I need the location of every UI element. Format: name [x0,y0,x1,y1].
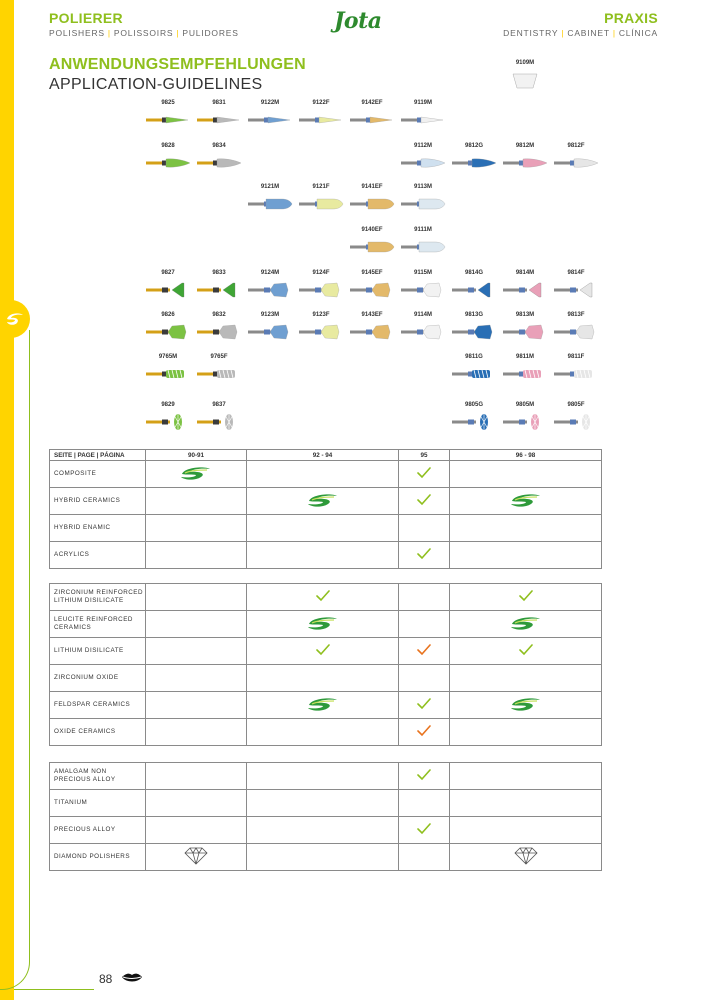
product-code: 9141EF [361,184,383,190]
polisher-cup-icon [503,72,549,90]
table-cell [450,461,602,488]
product-9115M [398,270,448,310]
product-9124M [245,270,295,310]
swoosh-logo-icon [306,696,340,712]
table-cell [399,488,450,515]
product-code: 9827 [161,270,175,276]
product-9119M [398,100,448,140]
section-title: POLIERER [49,10,123,26]
polisher-flame-icon [503,155,549,171]
polisher-cup-icon [401,324,447,340]
polisher-point-icon [146,112,192,128]
product-9121F [296,184,346,224]
product-code: 9814G [464,270,483,276]
table-cell [450,790,602,817]
table-cell [450,719,602,746]
heading-de: ANWENDUNGSEMPFEHLUNGEN [49,56,306,73]
product-9837 [194,402,244,442]
table-cell [399,790,450,817]
table-cell [247,719,399,746]
swoosh-logo-icon [306,492,340,508]
swoosh-logo-icon [509,615,543,631]
table-row [50,790,602,817]
product-9811M [500,354,550,394]
category-subtitle: DENTISTRY | CABINET | CLÍNICA [503,28,658,38]
product-code: 9109M [515,60,535,66]
polisher-flame-icon [146,155,192,171]
col-header-3: 95 [399,450,450,461]
polisher-spiral-icon [503,366,549,382]
table-row [50,638,602,665]
table-cell [146,611,247,638]
polisher-disc-icon [146,282,192,298]
product-9813M [500,312,550,352]
table-cell [247,542,399,569]
polisher-cup-icon [401,282,447,298]
product-code: 9113M [413,184,432,190]
table-cell [146,763,247,790]
cat-fr: CABINET [567,28,610,38]
diamond-icon [183,847,209,865]
table-cell [146,665,247,692]
product-9805F [551,402,601,442]
product-code: 9811F [567,354,585,360]
product-code: 9805F [567,402,585,408]
product-9765M [143,354,193,394]
product-code: 9114M [413,312,432,318]
table-cell [450,844,602,871]
cat-en: DENTISTRY [503,28,559,38]
product-9828 [143,143,193,183]
product-9814G [449,270,499,310]
product-9805G [449,402,499,442]
material-label: OXIDE CERAMICS [50,719,146,746]
polisher-cup-icon [452,324,498,340]
product-9765F [194,354,244,394]
product-9813G [449,312,499,352]
polisher-flame-icon [554,155,600,171]
polisher-cup-icon [299,324,345,340]
product-code: 9111M [414,227,432,233]
product-code: 9805G [464,402,483,408]
heading-en: APPLICATION-GUIDELINES [49,76,263,93]
product-code: 9119M [413,100,432,106]
swoosh-logo-icon [509,696,543,712]
polisher-cup-icon [350,282,396,298]
polisher-disc-icon [554,282,600,298]
table-cell [399,638,450,665]
material-label: ACRYLICS [50,542,146,569]
polisher-wheel-icon [452,414,498,430]
table-row [50,817,602,844]
table-cell [450,488,602,515]
table-cell [399,692,450,719]
polisher-cup-icon [503,324,549,340]
polisher-cup-icon [299,282,345,298]
polisher-disc-icon [452,282,498,298]
header-right [503,10,658,38]
product-code: 9826 [161,312,175,318]
section-subtitle: POLISHERS | POLISSOIRS | PULIDORES [49,28,239,38]
polisher-point-icon [197,112,243,128]
table-row [50,611,602,638]
product-9832 [194,312,244,352]
material-label: FELDSPAR CERAMICS [50,692,146,719]
side-curve-line [0,330,30,990]
product-9122F [296,100,346,140]
polisher-cup-icon [248,324,294,340]
polisher-spiral-icon [146,366,192,382]
polisher-cup-icon [248,282,294,298]
product-code: 9814M [515,270,535,276]
polisher-flame-icon [197,155,243,171]
table-cell [247,790,399,817]
table-row [50,542,602,569]
polisher-flame-icon [401,155,447,171]
product-9122M [245,100,295,140]
product-code: 9812F [567,143,585,149]
table-row [50,584,602,611]
material-label: ZIRCONIUM OXIDE [50,665,146,692]
table-row [50,763,602,790]
product-9827 [143,270,193,310]
table-cell [399,461,450,488]
product-code: 9124F [312,270,330,276]
check-icon [417,548,431,560]
product-9812F [551,143,601,183]
product-code: 9828 [161,143,175,149]
guideline-table-3 [49,762,602,871]
product-9812M [500,143,550,183]
product-9833 [194,270,244,310]
col-header-page: SEITE | PAGE | PÁGINA [50,450,146,461]
product-9813F [551,312,601,352]
table-cell [146,461,247,488]
product-code: 9814F [567,270,585,276]
product-code: 9813M [515,312,535,318]
product-code: 9121F [312,184,330,190]
product-9140EF [347,227,397,267]
jota-logo[interactable]: Jota [334,8,382,34]
table-cell [146,844,247,871]
table-cell [450,638,602,665]
table-cell [399,844,450,871]
polisher-cup-icon [350,324,396,340]
check-icon [519,590,533,602]
polisher-cup-icon [554,324,600,340]
table-cell [450,763,602,790]
table-cell [450,692,602,719]
footer-line [14,989,94,990]
table-cell [399,719,450,746]
polisher-cup-icon [197,324,243,340]
check-icon [417,769,431,781]
cat-es: CLÍNICA [618,28,658,38]
product-code: 9832 [212,312,226,318]
table-cell [247,611,399,638]
polisher-bullet-icon [299,196,345,212]
page-number: 88 [99,972,113,986]
table-cell [146,790,247,817]
table-row [50,692,602,719]
polisher-wheel-icon [197,414,243,430]
table-row [50,488,602,515]
table-cell [247,844,399,871]
material-label: AMALGAM NON PRECIOUS ALLOY [50,763,146,790]
product-code: 9112M [413,143,432,149]
check-orange-icon [417,725,431,737]
product-9113M [398,184,448,224]
material-label: ZIRCONIUM REINFORCED LITHIUM DISILICATE [50,584,146,611]
product-code: 9123F [312,312,330,318]
product-code: 9825 [161,100,175,106]
table-cell [247,461,399,488]
table-cell [399,763,450,790]
product-code: 9122M [260,100,280,106]
product-code: 9145EF [361,270,383,276]
product-code: 9833 [212,270,226,276]
polisher-bullet-icon [401,196,447,212]
product-code: 9121M [260,184,280,190]
table-cell [399,584,450,611]
product-code: 9122F [312,100,330,106]
material-label: TITANIUM [50,790,146,817]
product-9142EF [347,100,397,140]
product-code: 9813F [567,312,585,318]
product-9145EF [347,270,397,310]
product-9123F [296,312,346,352]
product-code: 9140EF [361,227,383,233]
table-cell [399,817,450,844]
polisher-bullet-icon [350,196,396,212]
table-cell [146,719,247,746]
guideline-table-2 [49,583,602,746]
product-code: 9115M [413,270,432,276]
polisher-spiral-icon [197,366,243,382]
product-code: 9142EF [361,100,383,106]
guideline-table-1 [49,449,602,569]
swoosh-logo-icon [509,492,543,508]
table-cell [247,488,399,515]
product-9112M [398,143,448,183]
table-cell [146,584,247,611]
material-label: HYBRID CERAMICS [50,488,146,515]
table-cell [146,638,247,665]
polisher-wheel-icon [146,414,192,430]
product-code: 9829 [161,402,175,408]
material-label: HYBRID ENAMIC [50,515,146,542]
product-9141EF [347,184,397,224]
table-row [50,665,602,692]
header-left [49,10,239,38]
category-title: PRAXIS [604,10,658,26]
polisher-bullet-icon [248,196,294,212]
product-9829 [143,402,193,442]
table-cell [146,515,247,542]
col-header-4: 96 - 98 [450,450,602,461]
material-label: PRECIOUS ALLOY [50,817,146,844]
product-9811F [551,354,601,394]
polisher-spiral-icon [452,366,498,382]
material-label: LITHIUM DISILICATE [50,638,146,665]
product-code: 9812M [515,143,535,149]
diamond-icon [513,847,539,865]
product-9814F [551,270,601,310]
table-cell [450,584,602,611]
table-row [50,719,602,746]
product-9111M [398,227,448,267]
swoosh-icon [5,310,25,328]
polisher-point-icon [299,112,345,128]
table-row [50,515,602,542]
check-icon [519,644,533,656]
table-cell [146,488,247,515]
product-code: 9837 [212,402,226,408]
col-header-2: 92 - 94 [247,450,399,461]
table-cell [399,515,450,542]
swoosh-logo-icon [179,465,213,481]
check-icon [316,590,330,602]
table-cell [247,515,399,542]
product-9812G [449,143,499,183]
table-cell [399,542,450,569]
product-code: 9123M [260,312,280,318]
polisher-point-icon [350,112,396,128]
product-9124F [296,270,346,310]
product-9143EF [347,312,397,352]
product-9825 [143,100,193,140]
material-label: DIAMOND POLISHERS [50,844,146,871]
product-9826 [143,312,193,352]
sub-fr: POLISSOIRS [113,28,174,38]
polisher-disc-icon [503,282,549,298]
polisher-flame-icon [452,155,498,171]
product-code: 9124M [260,270,280,276]
check-icon [417,823,431,835]
polisher-disc-icon [197,282,243,298]
polisher-point-icon [248,112,294,128]
sub-es: PULIDORES [182,28,239,38]
table-cell [247,763,399,790]
product-code: 9834 [212,143,226,149]
table-cell [450,611,602,638]
polisher-point-icon [401,112,447,128]
product-code: 9805M [515,402,535,408]
table-cell [247,638,399,665]
table-cell [399,611,450,638]
sub-en: POLISHERS [49,28,105,38]
material-label: COMPOSITE [50,461,146,488]
table-cell [146,692,247,719]
check-icon [417,494,431,506]
table-cell [450,515,602,542]
table-cell [247,665,399,692]
table-row [50,461,602,488]
table-cell [247,817,399,844]
table-row [50,844,602,871]
table-cell [247,692,399,719]
product-code: 9813G [464,312,483,318]
product-9811G [449,354,499,394]
table-cell [450,542,602,569]
product-9123M [245,312,295,352]
table-cell [146,542,247,569]
product-code: 9831 [212,100,226,106]
product-code: 9812G [464,143,483,149]
polisher-bullet-icon [350,239,396,255]
product-code: 9765F [210,354,228,360]
check-orange-icon [417,644,431,656]
product-9805M [500,402,550,442]
polisher-wheel-icon [554,414,600,430]
table-cell [146,817,247,844]
product-code: 9143EF [361,312,383,318]
lips-icon [121,972,143,984]
polisher-cup-icon [146,324,192,340]
product-9121M [245,184,295,224]
material-label: LEUCITE REINFORCED CERAMICS [50,611,146,638]
product-code: 9811G [465,354,483,360]
polisher-spiral-icon [554,366,600,382]
product-9814M [500,270,550,310]
table-cell [450,665,602,692]
product-code: 9765M [158,354,178,360]
check-icon [417,467,431,479]
product-9114M [398,312,448,352]
col-header-1: 90-91 [146,450,247,461]
product-code: 9811M [515,354,534,360]
swoosh-logo-icon [306,615,340,631]
table-cell [450,817,602,844]
table-cell [399,665,450,692]
product-9831 [194,100,244,140]
check-icon [316,644,330,656]
product-9834 [194,143,244,183]
check-icon [417,698,431,710]
product-9109M [500,60,550,100]
polisher-wheel-icon [503,414,549,430]
polisher-bullet-icon [401,239,447,255]
table-cell [247,584,399,611]
